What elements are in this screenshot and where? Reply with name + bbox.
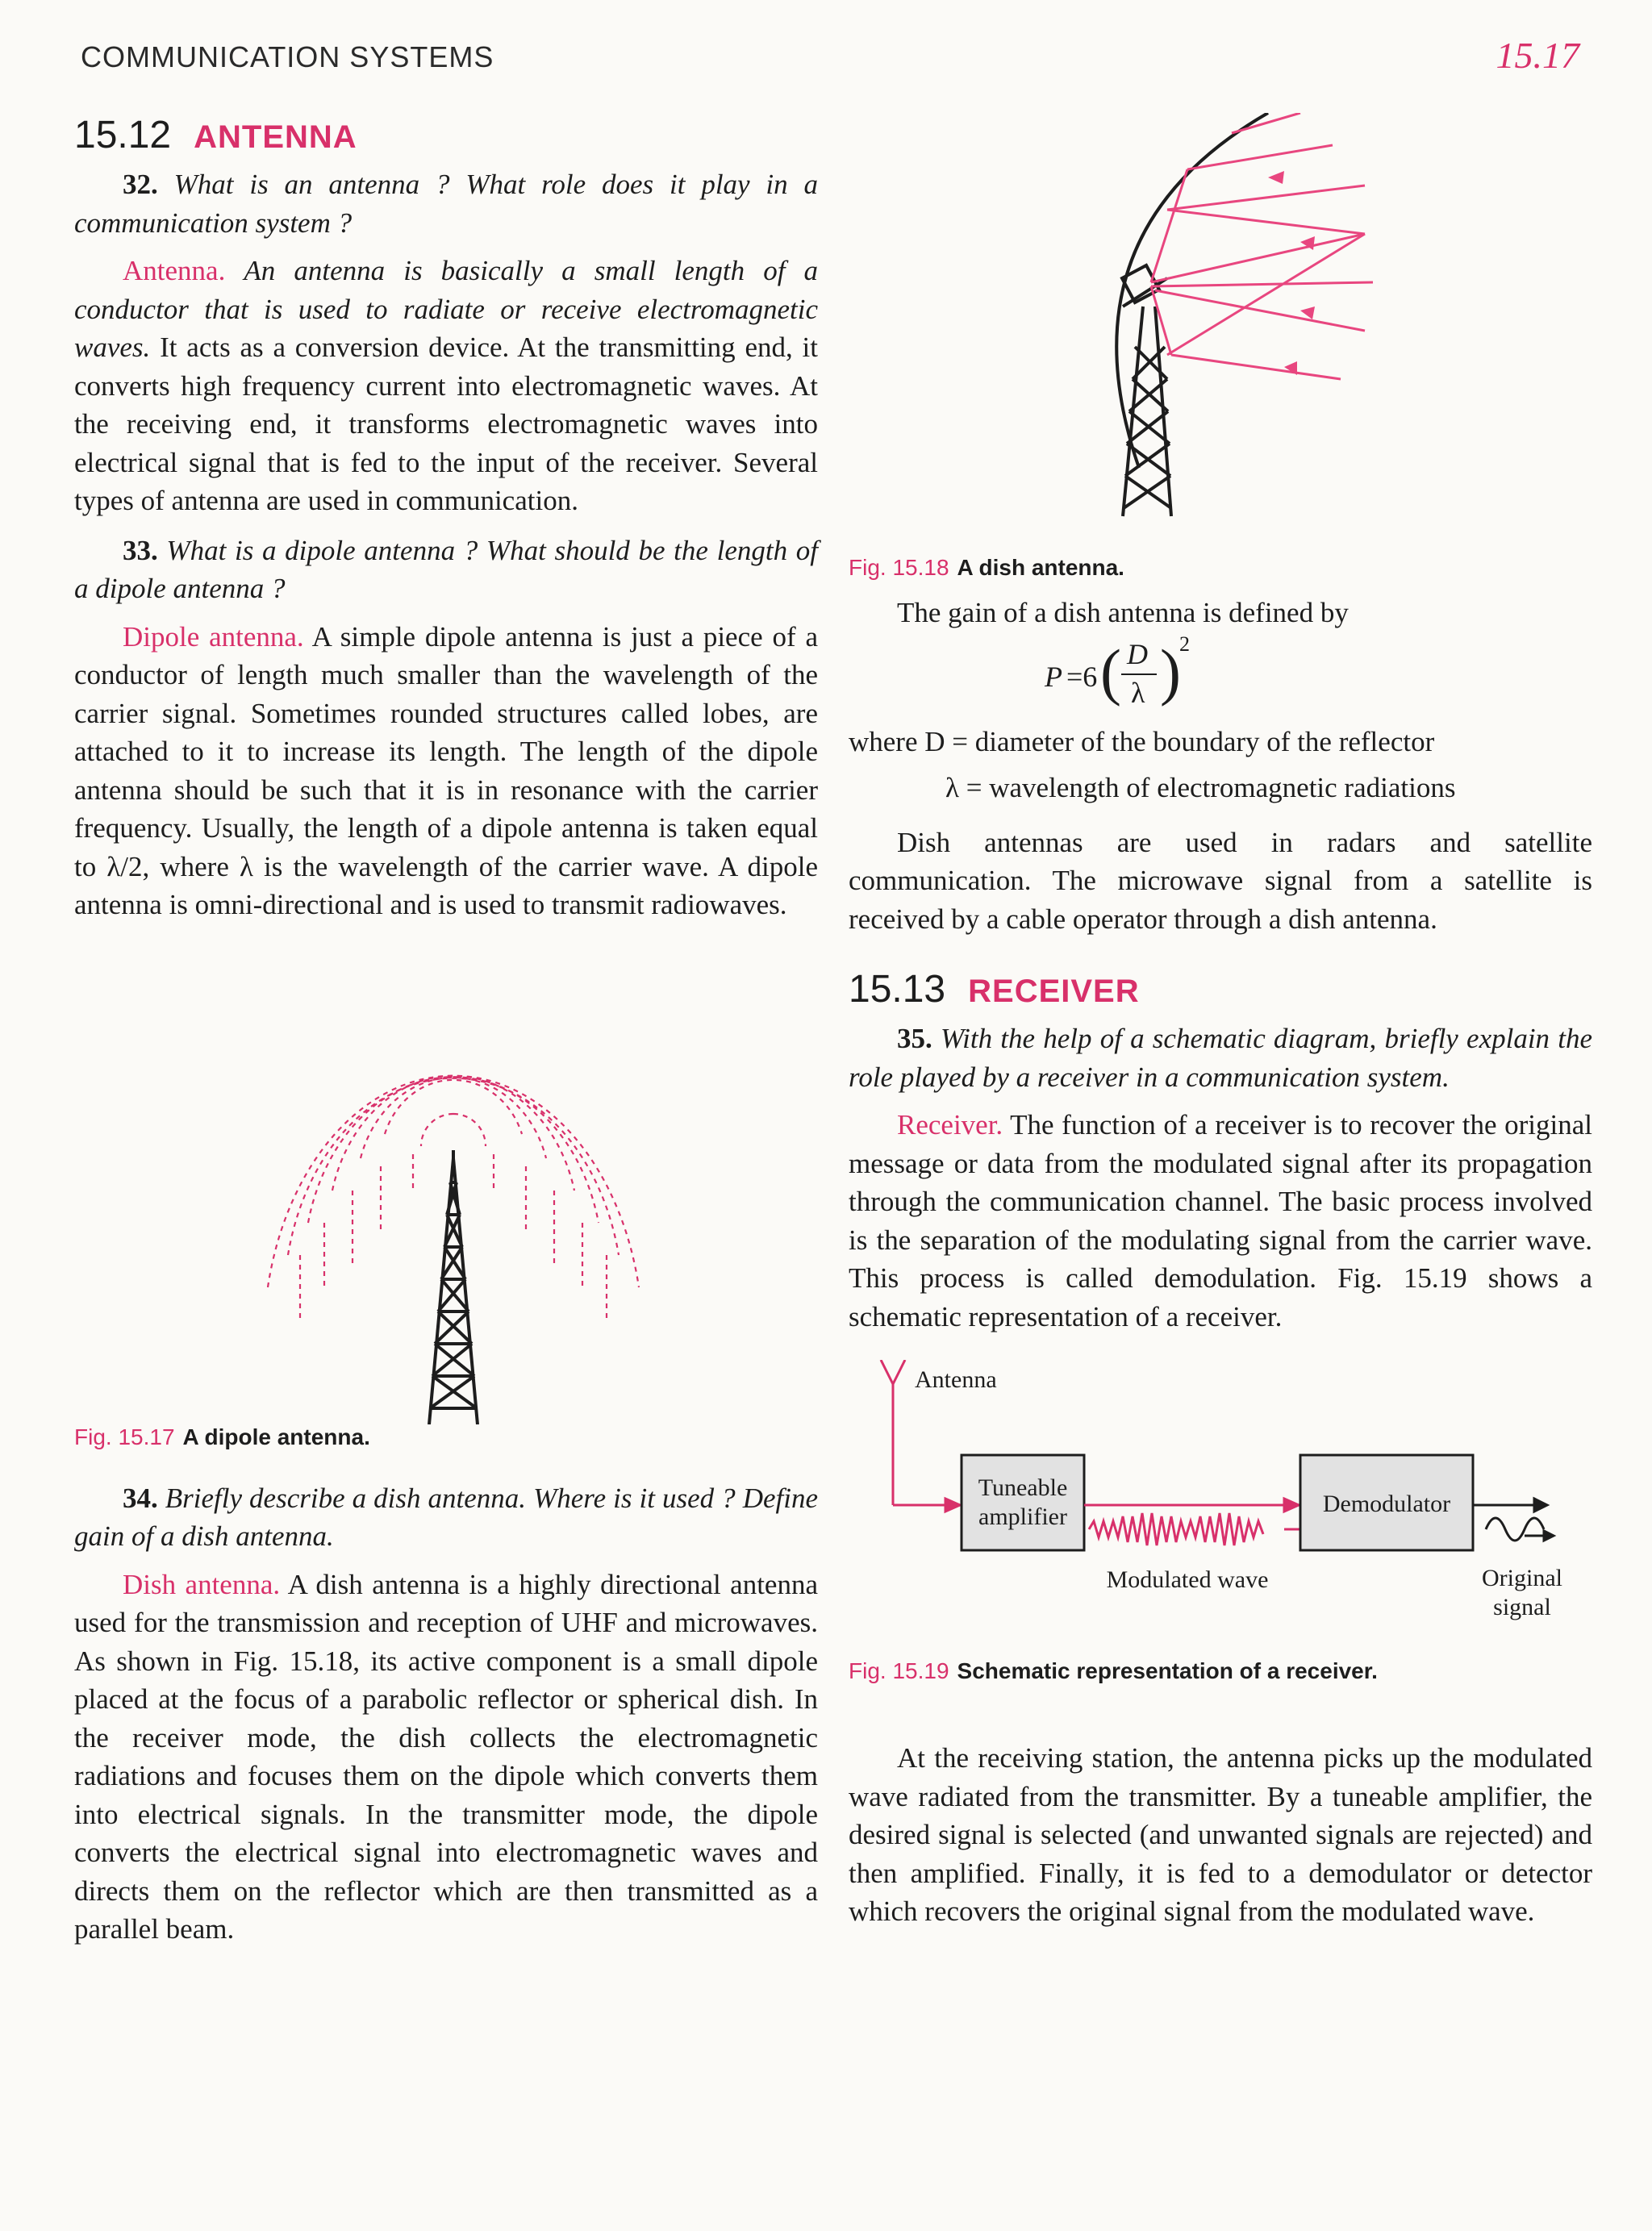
answer-text: The function of a receiver is to recover the original message or data from the modulated signal after its propagation through the communication channel. The basic process involved is the separation of the modulating signal from the carrier wave. This process is called demodulation. Fig. 15.19 shows a schematic representation of a receiver.: [849, 1109, 1592, 1332]
antenna-definition: An antenna is basically a small length of a conductor that is used to radiate or receive electromagnetic waves.: [74, 255, 818, 363]
section-title: RECEIVER: [968, 974, 1140, 1009]
tower: [429, 1150, 478, 1424]
section-number: 15.13: [849, 968, 946, 1011]
figure-caption-text: A dipole antenna.: [182, 1424, 370, 1449]
tuneable-amplifier-block: [962, 1455, 1084, 1550]
original-signal-label-line-1: Original: [1482, 1565, 1562, 1591]
section-title: ANTENNA: [194, 119, 357, 155]
question-text: With the help of a schematic diagram, briefly explain the role played by a receiver in a communication system.: [849, 1023, 1592, 1093]
figure-number: Fig. 15.19: [849, 1658, 949, 1683]
left-column: [74, 113, 818, 1949]
amplifier-label-line-1: Tuneable: [978, 1474, 1068, 1501]
dish-antenna-illustration: [849, 113, 1592, 565]
figure-caption-text: Schematic representation of a receiver.: [957, 1658, 1378, 1683]
demodulator-label: Demodulator: [1322, 1491, 1451, 1517]
definition-lambda: λ = wavelength of electromagnetic radiations: [945, 772, 1456, 803]
formula-denominator: λ: [1131, 676, 1145, 709]
formula-definitions: [849, 723, 1592, 807]
closing-paragraph: At the receiving station, the antenna picks up the modulated wave radiated from the transmitter. By a tuneable amplifier, the desired signal is selected (and unwanted signals are rejected) and then amplified. Finally, it is fed to a demodulator or detector which recovers the original signal from the modulated wave.: [849, 1742, 1592, 1927]
formula-fraction-bar: [1121, 673, 1157, 675]
section-heading-receiver: [849, 967, 1592, 1011]
formula-right-paren: ): [1160, 636, 1181, 707]
question-number: 33.: [123, 534, 158, 566]
answer-32: [74, 252, 818, 520]
receiver-block-diagram: [849, 1360, 1592, 1626]
dish-uses: Dish antennas are used in radars and satellite communication. The microwave signal from a satellite is received by a cable operator through a dish antenna.: [849, 826, 1592, 935]
answer-text: A dish antenna is a highly directional antenna used for the transmission and reception of UHF and microwaves. As shown in Fig. 15.18, its active component is a small dipole placed at the focus of a parabolic reflector or spherical dish. In the receiver mode, the dish collects the electromagnetic radiations and focuses them on the dipole which converts them into electrical signals. In the transmitter mode, the dipole converts the electrical signal into electromagnetic waves and directs them on the reflector which are then transmitted as a parallel beam.: [74, 1568, 818, 1945]
keyword-antenna: Antenna.: [123, 255, 226, 286]
gain-formula: [849, 632, 1592, 711]
right-column: [849, 113, 1592, 1931]
modulated-wave-link: [1084, 1499, 1313, 1545]
page-number: 15.17: [1496, 35, 1579, 76]
formula-numerator: D: [1127, 637, 1148, 670]
question-number: 32.: [123, 169, 158, 200]
figure-caption-15-17: [74, 1424, 370, 1450]
question-text: What is a dipole antenna ? What should be the length of a dipole antenna ?: [74, 534, 818, 604]
formula-coefficient: =6: [1066, 660, 1098, 693]
keyword-receiver: Receiver.: [897, 1109, 1003, 1141]
section-heading-antenna: [74, 113, 818, 157]
question-text: Briefly describe a dish antenna. Where is it used ? Define gain of a dish antenna.: [74, 1482, 819, 1552]
answer-35: [849, 1106, 1592, 1336]
question-32: [74, 165, 818, 242]
original-signal-output: [1473, 1499, 1554, 1541]
figure-number: Fig. 15.17: [74, 1424, 175, 1449]
question-33: [74, 532, 818, 608]
keyword-dipole-antenna: Dipole antenna.: [123, 620, 304, 653]
question-number: 35.: [897, 1023, 932, 1054]
answer-34: [74, 1566, 818, 1949]
definition-d: where D = diameter of the boundary of the reflector: [849, 725, 1435, 757]
figure-receiver-schematic: [849, 1360, 1592, 1723]
keyword-dish-antenna: Dish antenna.: [123, 1568, 281, 1600]
figure-number: Fig. 15.18: [849, 555, 949, 580]
reflected-rays: [1151, 113, 1373, 379]
figure-dish-antenna: [849, 113, 1592, 589]
gain-intro: The gain of a dish antenna is defined by: [897, 597, 1349, 628]
question-34: [74, 1479, 818, 1556]
running-header-chapter: COMMUNICATION SYSTEMS: [81, 40, 494, 73]
figure-caption-15-18: [849, 555, 1124, 581]
amplifier-label-line-2: amplifier: [978, 1503, 1067, 1530]
question-text: What is an antenna ? What role does it play in a communication system ?: [74, 169, 819, 239]
dipole-antenna-illustration: [74, 924, 818, 1424]
original-signal-label-line-2: signal: [1493, 1594, 1551, 1620]
question-number: 34.: [123, 1482, 158, 1514]
dish-and-mast: [1116, 113, 1268, 516]
section-number: 15.12: [74, 114, 172, 156]
figure-caption-text: A dish antenna.: [957, 555, 1124, 580]
answer-text: A simple dipole antenna is just a piece of a conductor of length much smaller than the wavelength of the carrier signal. Sometimes rounded structures called lobes, are attached to it to increase its length. The length of the dipole antenna should be such that it is in resonance with the carrier frequency. Usually, the length of a dipole antenna is taken equal to λ/2, where λ is the wavelength of the carrier wave. A dipole antenna is omni-directional and is used to transmit radiowaves.: [74, 620, 818, 920]
antenna-label: Antenna: [915, 1366, 997, 1393]
formula-exponent: 2: [1179, 632, 1190, 656]
answer-text: It acts as a conversion device. At the transmitting end, it converts high frequency current into electromagnetic waves. At the receiving end, it transforms electromagnetic waves into electrical signal that is fed to the input of the receiver. Several types of antenna are used in communication.: [74, 332, 818, 516]
modulated-wave-label: Modulated wave: [1106, 1566, 1269, 1593]
formula-left-paren: (: [1100, 636, 1121, 707]
question-35: [849, 1020, 1592, 1096]
figure-caption-15-19: [849, 1658, 1378, 1684]
formula-lhs: P: [1045, 660, 1062, 693]
answer-33: [74, 618, 818, 924]
figure-dipole-antenna: [74, 924, 818, 1457]
